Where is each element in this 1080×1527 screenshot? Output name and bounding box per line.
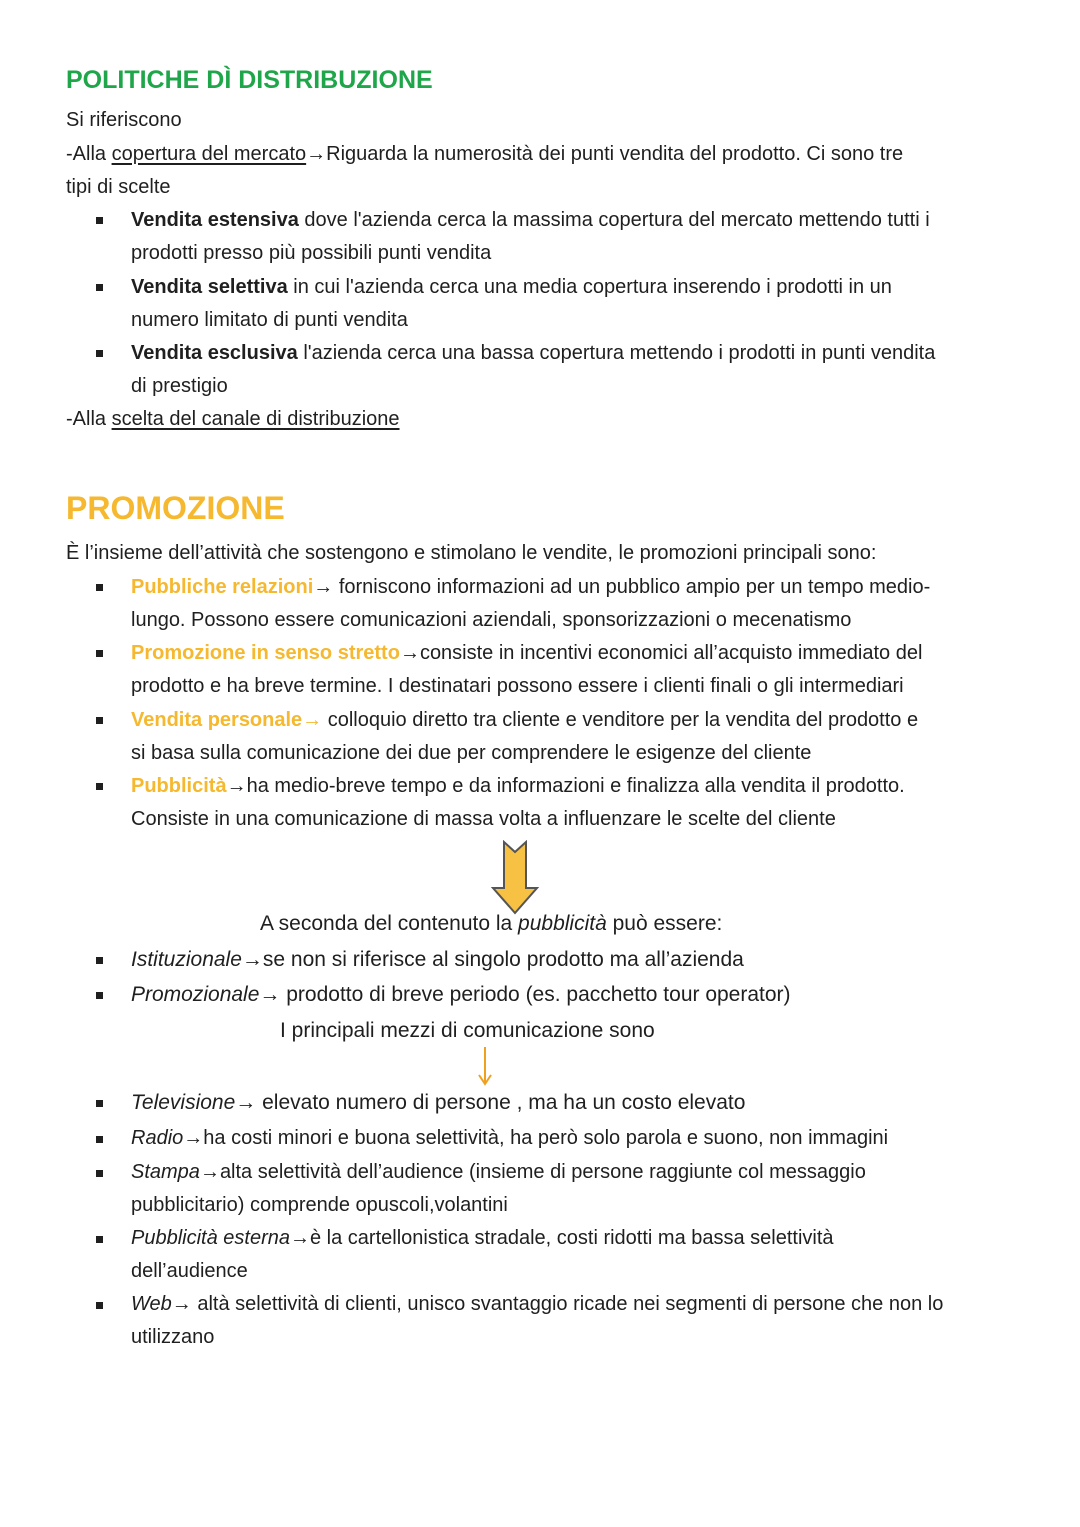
- list-item-cont: numero limitato di punti vendita: [131, 309, 408, 331]
- mezzo-text: è la cartellonistica stradale, costi ridotti ma bassa selettività: [309, 1227, 834, 1249]
- arrow-glyph: →: [289, 1227, 310, 1249]
- mezzo-item-cont: dell’audience: [131, 1260, 248, 1282]
- item-term: Vendita selettiva: [131, 276, 288, 298]
- list-item: [131, 637, 922, 670]
- bullet-icon: [96, 783, 103, 790]
- arrow-glyph: →: [199, 1161, 220, 1183]
- contenuto-line: [260, 907, 722, 940]
- bullet-icon: [96, 217, 103, 224]
- arrow-glyph: →: [235, 1091, 257, 1114]
- mezzo-text: altà selettività di clienti, unisco svantaggio ricade nei segmenti di persone che non lo: [191, 1293, 944, 1315]
- item-term: Pubbliche relazioni: [131, 576, 314, 598]
- mezzo-item: [131, 1122, 888, 1155]
- list-item: [131, 271, 892, 304]
- copertura-text: Riguarda la numerosità dei punti vendita del prodotto. Ci sono tre: [326, 143, 904, 165]
- list-item-cont: si basa sulla comunicazione dei due per comprendere le esigenze del cliente: [131, 742, 812, 764]
- copertura-term: copertura del mercato: [111, 143, 307, 165]
- arrow-glyph: →: [259, 983, 281, 1006]
- list-item-cont: Consiste in una comunicazione di massa volta a influenzare le scelte del cliente: [131, 808, 836, 830]
- mezzo-item: [131, 1288, 943, 1321]
- mezzo-item-cont: pubblicitario) comprende opuscoli,volantini: [131, 1194, 508, 1216]
- item-term: Promozione in senso stretto: [131, 642, 400, 664]
- list-item: [131, 704, 918, 737]
- tipo-item: [131, 943, 744, 976]
- mezzo-term: Televisione: [131, 1091, 236, 1114]
- promozione-intro: È l’insieme dell’attività che sostengono e stimolano le vendite, le promozioni principali sono:: [66, 542, 877, 564]
- list-item-cont: prodotti presso più possibili punti vendita: [131, 242, 492, 264]
- bullet-icon: [96, 1302, 103, 1309]
- bullet-icon: [96, 717, 103, 724]
- copertura-line: [66, 138, 903, 171]
- arrow-glyph: →: [171, 1293, 192, 1315]
- list-item-cont: lungo. Possono essere comunicazioni aziendali, sponsorizzazioni o mecenatismo: [131, 609, 852, 631]
- contenuto-post: può essere:: [606, 912, 723, 935]
- bullet-icon: [96, 1170, 103, 1177]
- mezzo-item-cont: utilizzano: [131, 1326, 215, 1348]
- arrow-glyph: →: [183, 1127, 204, 1149]
- bullet-icon: [96, 650, 103, 657]
- item-text: in cui l'azienda cerca una media copertura inserendo i prodotti in un: [287, 276, 892, 298]
- copertura-prefix: -Alla: [66, 143, 112, 165]
- mezzo-term: Pubblicità esterna: [131, 1227, 290, 1249]
- mezzo-text: alta selettività dell’audience (insieme di persone raggiunte col messaggio: [219, 1161, 866, 1183]
- arrow-glyph: →: [226, 775, 247, 797]
- section-title-distribuzione: POLITICHE DÌ DISTRIBUZIONE: [66, 66, 433, 94]
- item-text: ha medio-breve tempo e da informazioni e finalizza alla vendita il prodotto.: [246, 775, 905, 797]
- list-item: [131, 770, 905, 803]
- tipo-term: Promozionale: [131, 983, 260, 1006]
- mezzo-text: ha costi minori e buona selettività, ha però solo parola e suono, non immagini: [203, 1127, 889, 1149]
- list-item-cont: di prestigio: [131, 375, 228, 397]
- canale-term: scelta del canale di distribuzione: [111, 408, 400, 430]
- item-term: Vendita estensiva: [131, 209, 299, 231]
- canale-prefix: -Alla: [66, 408, 112, 430]
- bullet-icon: [96, 1236, 103, 1243]
- contenuto-pre: A seconda del contenuto la: [260, 912, 519, 935]
- bullet-icon: [96, 957, 103, 964]
- tipo-item: [131, 978, 791, 1011]
- arrow-glyph: →: [306, 143, 327, 165]
- item-text: consiste in incentivi economici all’acquisto immediato del: [419, 642, 923, 664]
- bullet-icon: [96, 350, 103, 357]
- canale-line: [66, 403, 400, 436]
- distribuzione-intro: Si riferiscono: [66, 109, 182, 131]
- item-text: colloquio diretto tra cliente e venditore per la vendita del prodotto e: [322, 709, 919, 731]
- mezzo-item: [131, 1222, 834, 1255]
- item-term: Pubblicità: [131, 775, 227, 797]
- bullet-icon: [96, 584, 103, 591]
- mezzo-item: [131, 1086, 745, 1119]
- list-item-cont: prodotto e ha breve termine. I destinatari possono essere i clienti finali o gli intermediari: [131, 675, 904, 697]
- mezzi-intro: I principali mezzi di comunicazione sono: [280, 1019, 655, 1042]
- down-arrow-icon: [490, 840, 540, 916]
- item-term: Vendita esclusiva: [131, 342, 298, 364]
- item-term: Vendita personale: [131, 709, 303, 731]
- small-down-arrow-icon: [478, 1046, 492, 1086]
- bullet-icon: [96, 1100, 103, 1107]
- item-text: forniscono informazioni ad un pubblico ampio per un tempo medio-: [333, 576, 931, 598]
- item-text: dove l'azienda cerca la massima copertura del mercato mettendo tutti i: [298, 209, 930, 231]
- arrow-glyph: →: [241, 948, 263, 971]
- tipo-text: se non si riferisce al singolo prodotto ma all’azienda: [262, 948, 744, 971]
- list-item: [131, 571, 930, 604]
- arrow-glyph: →: [302, 709, 323, 731]
- arrow-glyph: →: [313, 576, 334, 598]
- copertura-line-2: tipi di scelte: [66, 176, 171, 198]
- tipo-text: prodotto di breve periodo (es. pacchetto tour operator): [280, 983, 791, 1006]
- tipo-term: Istituzionale: [131, 948, 242, 971]
- list-item: [131, 204, 930, 237]
- contenuto-em: pubblicità: [518, 912, 607, 935]
- bullet-icon: [96, 1136, 103, 1143]
- mezzo-text: elevato numero di persone , ma ha un costo elevato: [256, 1091, 746, 1114]
- mezzo-term: Web: [131, 1293, 172, 1315]
- mezzo-item: [131, 1156, 866, 1189]
- bullet-icon: [96, 284, 103, 291]
- list-item: [131, 337, 935, 370]
- bullet-icon: [96, 992, 103, 999]
- arrow-glyph: →: [399, 642, 420, 664]
- mezzo-term: Radio: [131, 1127, 184, 1149]
- mezzo-term: Stampa: [131, 1161, 200, 1183]
- section-title-promozione: PROMOZIONE: [66, 490, 285, 526]
- item-text: l'azienda cerca una bassa copertura mettendo i prodotti in punti vendita: [297, 342, 936, 364]
